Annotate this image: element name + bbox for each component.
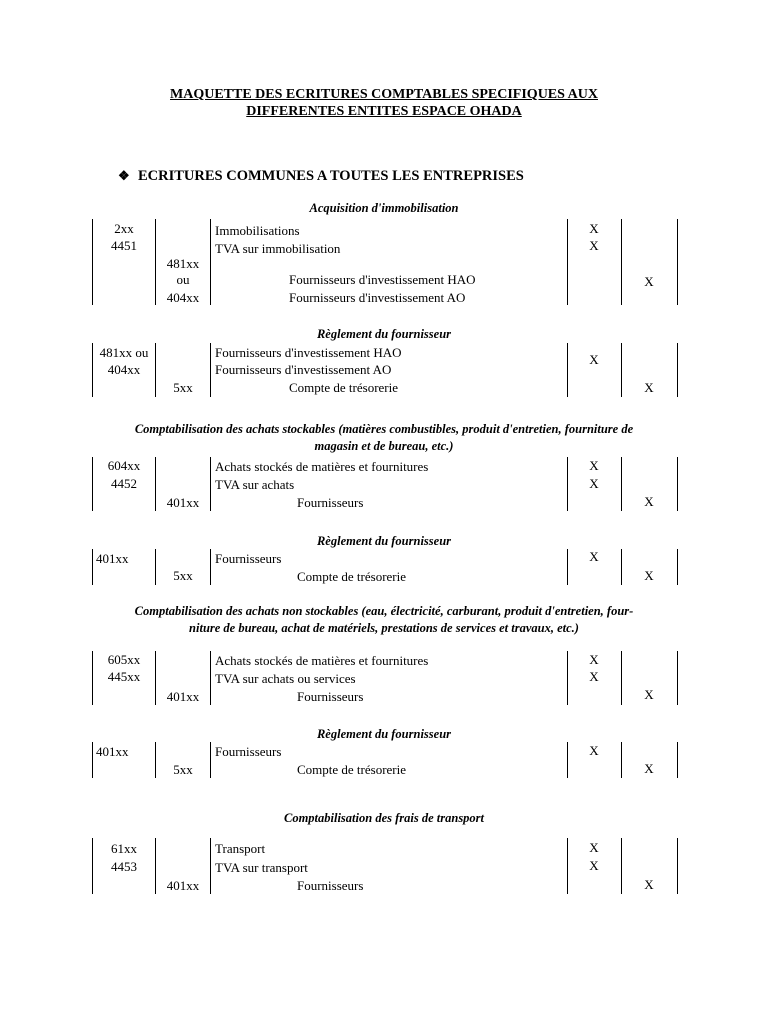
journal-entry-achats-non-stockables [0,651,768,705]
credit-account: 401xx [166,495,200,510]
account-label: Transport [215,841,266,856]
credit-account: 5xx [173,380,193,395]
debit-mark: X [589,652,599,667]
section-heading-text: ECRITURES COMMUNES A TOUTES LES ENTREPRISES [138,168,524,184]
entry-caption-achats-stockables [90,421,678,455]
debit-account: 404xx [107,362,141,377]
credit-account: 5xx [173,568,193,583]
journal-entry-reglement [0,742,768,778]
debit-mark: X [589,858,599,873]
document-title-line-2: DIFFERENTES ENTITES ESPACE OHADA [246,104,522,119]
debit-mark: X [589,458,599,473]
debit-account: 605xx [107,652,141,667]
journal-entry-reglement [0,549,768,585]
caption-line: Comptabilisation des achats stockables (matières combustibles, produit d'entretien, fourniture de [134,422,634,436]
document-title-line-1: MAQUETTE DES ECRITURES COMPTABLES SPECIFIQUES AUX [170,87,598,102]
debit-account: 604xx [107,458,141,473]
column-divider [210,549,211,585]
column-divider [677,838,678,894]
debit-mark: X [589,476,599,491]
debit-mark: X [589,238,599,253]
account-label: Compte de trésorerie [297,762,407,777]
credit-account: 404xx [166,290,200,305]
caption-line: magasin et de bureau, etc.) [314,439,454,453]
account-label: Achats stockés de matières et fournitures [215,459,429,474]
diamond-bullet-icon: ❖ [118,168,130,183]
credit-account: ou [176,272,190,287]
column-divider [210,838,211,894]
column-divider [677,742,678,778]
column-divider [210,343,211,397]
account-label: Fournisseurs d'investissement HAO [289,272,476,287]
account-label: Compte de trésorerie [289,380,399,395]
column-divider [677,343,678,397]
debit-mark: X [589,743,599,758]
credit-account: 481xx [166,256,200,271]
account-label: Fournisseurs d'investissement AO [215,362,392,377]
debit-account: 481xx ou [99,345,149,360]
column-divider [677,549,678,585]
caption-line: niture de bureau, achat de matériels, prestations de services et travaux, etc.) [189,621,579,635]
account-label: TVA sur achats [215,477,295,492]
journal-entry-reglement [0,343,768,397]
entry-caption-acquisition: Acquisition d'immobilisation [309,201,459,215]
credit-mark: X [644,687,654,702]
journal-entry-achats-stockables [0,457,768,511]
debit-account: 2xx [114,221,134,236]
entry-caption-reglement: Règlement du fournisseur [316,534,452,548]
entry-caption-transport: Comptabilisation des frais de transport [283,811,485,825]
credit-mark: X [644,568,654,583]
column-divider [677,219,678,305]
credit-account: 401xx [166,689,200,704]
debit-account: 4451 [111,238,137,253]
credit-mark: X [644,494,654,509]
credit-mark: X [644,274,654,289]
journal-entry-transport [0,838,768,894]
debit-mark: X [589,840,599,855]
document-title [0,86,768,120]
account-label: Fournisseurs [215,744,282,759]
caption-line: Comptabilisation des achats non stockables (eau, électricité, carburant, produit d'entretien, four- [134,604,634,618]
column-divider [677,457,678,511]
account-label: Immobilisations [215,223,300,238]
column-divider [210,742,211,778]
column-divider [92,549,93,585]
debit-account: 4453 [111,859,137,874]
debit-mark: X [589,669,599,684]
account-label: TVA sur immobilisation [215,241,341,256]
debit-account: 401xx [96,744,129,759]
credit-mark: X [644,761,654,776]
account-label: Fournisseurs d'investissement AO [289,290,466,305]
debit-mark: X [589,352,599,367]
credit-account: 5xx [173,762,193,777]
credit-account: 401xx [166,878,200,893]
journal-entry-acquisition [0,219,768,305]
debit-account: 61xx [111,841,137,856]
debit-mark: X [589,549,599,564]
account-label: Fournisseurs [297,878,364,893]
column-divider [210,219,211,305]
column-divider [621,219,622,305]
column-divider [210,457,211,511]
credit-mark: X [644,877,654,892]
account-label: Fournisseurs [297,689,364,704]
account-label: Fournisseurs [215,551,282,566]
account-label: Compte de trésorerie [297,569,407,584]
debit-account: 401xx [96,551,129,566]
entry-caption-reglement: Règlement du fournisseur [316,327,452,341]
credit-mark: X [644,380,654,395]
account-label: TVA sur transport [215,860,308,875]
column-divider [210,651,211,705]
account-label: TVA sur achats ou services [215,671,356,686]
debit-mark: X [589,221,599,236]
account-label: Fournisseurs [297,495,364,510]
entry-caption-achats-non-stockables [90,603,678,637]
account-label: Achats stockés de matières et fournitures [215,653,429,668]
debit-account: 4452 [111,476,137,491]
column-divider [677,651,678,705]
entry-caption-reglement: Règlement du fournisseur [316,727,452,741]
column-divider [92,742,93,778]
section-heading [118,168,524,185]
debit-account: 445xx [107,669,141,684]
account-label: Fournisseurs d'investissement HAO [215,345,402,360]
